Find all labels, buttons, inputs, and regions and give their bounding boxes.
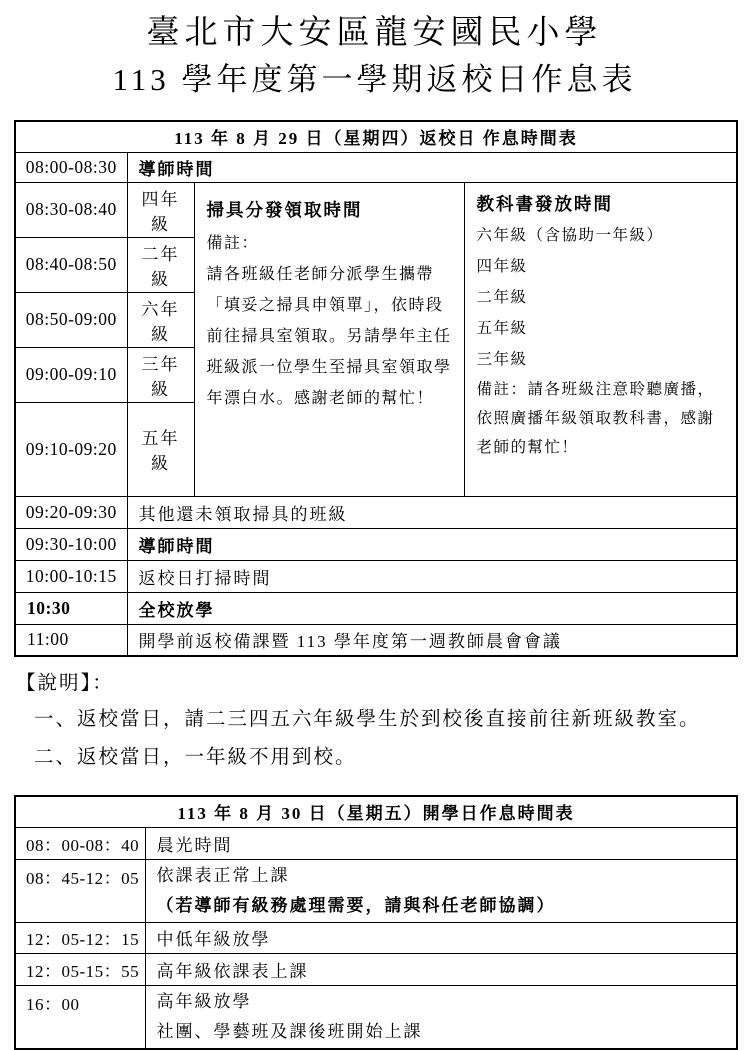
notes-heading: 【說明】：	[16, 673, 114, 694]
activity-label: 導師時間	[127, 528, 737, 560]
time-slot: 08:00-08:30	[15, 152, 127, 182]
textbook-item: 二年級	[476, 288, 528, 306]
time-slot: 08:40-08:50	[15, 237, 127, 292]
time-slot: 10:30	[15, 592, 127, 624]
table-row	[15, 953, 737, 985]
note-item: 一、返校當日，請二三四五六年級學生於到校後直接前往新班級教室。	[34, 709, 701, 730]
textbook-item: 六年級（含協助一年級）	[476, 226, 664, 244]
textbook-item: 五年級	[476, 319, 528, 337]
table-row	[15, 496, 737, 528]
activity-line: （若導師有級務處理需要，請與科任老師協調）	[156, 895, 556, 915]
time-slot: 16：00	[15, 985, 145, 1049]
time-slot: 12：05-15：55	[15, 953, 145, 985]
notes-section	[16, 667, 749, 777]
school-name: 臺北市大安區龍安國民小學	[146, 15, 603, 51]
activity-label: 開學前返校備課暨 113 學年度第一週教師晨會會議	[127, 624, 737, 656]
activity-label: 晨光時間	[145, 827, 737, 859]
table1-title: 113 年 8 月 29 日（星期四）返校日 作息時間表	[15, 121, 737, 152]
grade-label: 五年級	[127, 402, 194, 496]
table-row	[15, 827, 737, 859]
broom-distribution-cell	[194, 182, 464, 496]
textbook-title: 教科書發放時間	[476, 193, 613, 214]
table-row	[15, 859, 737, 922]
activity-line: 社團、學藝班及課後班開始上課	[156, 1021, 423, 1041]
table-header-row	[15, 796, 737, 827]
grade-label: 六年級	[127, 292, 194, 347]
activity-line: 高年級放學	[156, 991, 252, 1011]
activity-label: 返校日打掃時間	[127, 560, 737, 592]
table-row	[15, 182, 737, 237]
time-slot: 09:00-09:10	[15, 347, 127, 402]
time-slot: 08:30-08:40	[15, 182, 127, 237]
grade-label: 四年級	[127, 182, 194, 237]
broom-note-label: 備註：	[206, 234, 260, 252]
textbook-distribution-cell	[464, 182, 737, 496]
time-slot: 09:20-09:30	[15, 496, 127, 528]
table2-title: 113 年 8 月 30 日（星期五）開學日作息時間表	[15, 796, 737, 827]
activity-label: 高年級依課表上課	[145, 953, 737, 985]
broom-note-body: 請各班級任老師分派學生攜帶「填妥之掃具申領單」，依時段前往掃具室領取。另請學年主任班級派一位學生至掃具室領取學年漂白水。感謝老師的幫忙！	[206, 265, 452, 407]
activity-label: 導師時間	[127, 152, 737, 182]
activity-label	[145, 985, 737, 1049]
document-title: 113 學年度第一學期返校日作息表	[112, 62, 637, 97]
table-row	[15, 922, 737, 953]
activity-line: 依課表正常上課	[156, 865, 290, 885]
time-slot: 09:30-10:00	[15, 528, 127, 560]
time-slot: 08:50-09:00	[15, 292, 127, 347]
time-slot: 08：45-12：05	[15, 859, 145, 922]
broom-title: 掃具分發領取時間	[206, 199, 363, 220]
opening-day-schedule-table	[14, 795, 738, 1050]
time-slot: 08：00-08：40	[15, 827, 145, 859]
table-row	[15, 592, 737, 624]
table-row	[15, 985, 737, 1049]
grade-label: 二年級	[127, 237, 194, 292]
activity-label: 中低年級放學	[145, 922, 737, 953]
return-day-schedule-table	[14, 120, 738, 657]
activity-label: 全校放學	[127, 592, 737, 624]
time-slot: 09:10-09:20	[15, 402, 127, 496]
activity-label: 其他還未領取掃具的班級	[127, 496, 737, 528]
textbook-item: 四年級	[476, 257, 528, 275]
note-item: 二、返校當日，一年級不用到校。	[34, 747, 357, 768]
activity-label	[145, 859, 737, 922]
textbook-item: 三年級	[476, 350, 528, 368]
table-row	[15, 152, 737, 182]
table-row	[15, 624, 737, 656]
time-slot: 10:00-10:15	[15, 560, 127, 592]
table-header-row	[15, 121, 737, 152]
textbook-note: 備註：請各班級注意聆聽廣播，依照廣播年級領取教科書，感謝老師的幫忙！	[476, 380, 715, 456]
table-row	[15, 528, 737, 560]
table-row	[15, 560, 737, 592]
grade-label: 三年級	[127, 347, 194, 402]
time-slot: 11:00	[15, 624, 127, 656]
time-slot: 12：05-12：15	[15, 922, 145, 953]
